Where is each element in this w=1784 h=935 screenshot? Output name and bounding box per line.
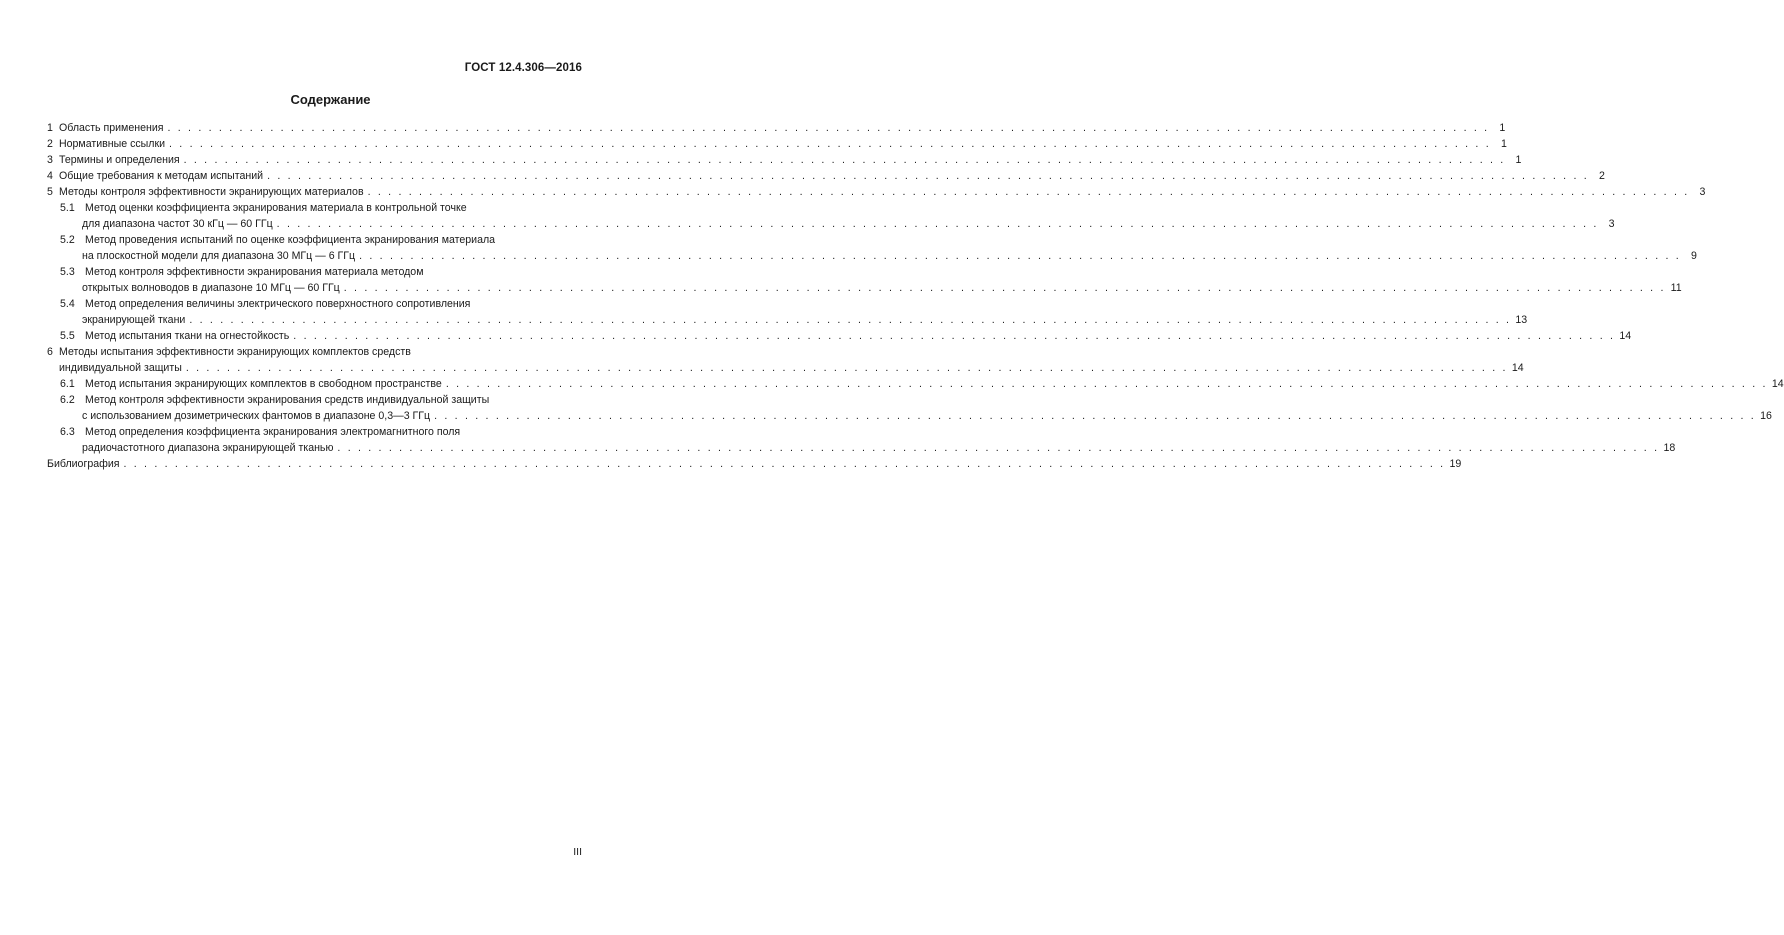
toc-entry-title: Общие требования к методам испытаний (59, 170, 264, 182)
toc-entry-title: Метод контроля эффективности экранирования материала методом (85, 266, 424, 278)
toc-entry-line (47, 184, 1706, 200)
toc-entry-line (60, 232, 582, 248)
toc-title: Содержание (290, 92, 371, 107)
toc-entry-line (47, 456, 1462, 472)
toc-entry-line (47, 120, 1506, 136)
toc-entry-line (60, 328, 1632, 344)
toc-entry-page: 3 (1608, 218, 1615, 230)
toc-entry-line (60, 248, 1697, 264)
toc-entry-page: 1 (1500, 138, 1507, 150)
toc-entry-title: Метод определения величины электрического поверхностного сопротивления (85, 298, 471, 310)
toc-entry-title: Метод оценки коэффициента экранирования материала в контрольной точке (85, 202, 467, 214)
toc-entry-line (47, 152, 1522, 168)
toc-entry-title: Библиография (47, 458, 120, 470)
toc-entry-line (60, 376, 1784, 392)
toc-entry[interactable] (47, 232, 1697, 264)
toc-entry-line (60, 424, 582, 440)
toc-leader-dots (184, 152, 1506, 168)
toc-entry-line (47, 136, 1507, 152)
toc-entry-line (60, 392, 582, 408)
toc-entry-number: 6.2 (60, 394, 75, 406)
toc-leader-dots (368, 184, 1690, 200)
toc-leader-dots (337, 440, 1659, 456)
toc-leader-dots (446, 376, 1768, 392)
toc-entry-title: Метод испытания ткани на огнестойкость (85, 330, 290, 342)
toc-leader-dots (277, 216, 1599, 232)
toc-entry-number: 6.3 (60, 426, 75, 438)
toc-entry-title: Область применения (59, 122, 164, 134)
page-number: III (573, 846, 582, 858)
toc-entry-page: 2 (1599, 170, 1605, 182)
toc-entry-title: экранирующей ткани (82, 314, 186, 326)
toc-entry-page: 9 (1691, 250, 1697, 262)
toc-entry-page: 18 (1663, 442, 1676, 454)
toc-entry[interactable] (47, 264, 1682, 296)
toc-entry-line (60, 296, 582, 312)
toc-entry-page: 13 (1515, 314, 1528, 326)
toc-entry-page: 14 (1619, 330, 1632, 342)
standard-code: ГОСТ 12.4.306—2016 (464, 62, 582, 74)
toc-entry[interactable] (47, 120, 1506, 136)
toc-entry-number: 1 (47, 122, 53, 134)
toc-entry-title: для диапазона частот 30 кГц — 60 ГГц (82, 218, 273, 230)
toc-entry[interactable] (47, 152, 1522, 168)
toc-entry-line (60, 440, 1676, 456)
toc-entry-page: 1 (1515, 154, 1522, 166)
toc-entry[interactable] (47, 328, 1632, 344)
toc-entry-line (60, 200, 582, 216)
toc-entry-title: открытых волноводов в диапазоне 10 МГц — 60 ГГц (82, 282, 340, 294)
toc-entry-page: 11 (1670, 282, 1682, 294)
toc-entry[interactable] (47, 136, 1507, 152)
toc-entry-title: Метод проведения испытаний по оценке коэффициента экранирования материала (85, 234, 496, 246)
toc-entry-number: 5.5 (60, 330, 75, 342)
toc-entry[interactable] (47, 168, 1605, 184)
toc-leader-dots (123, 456, 1445, 472)
toc-entry-title: Нормативные ссылки (59, 138, 166, 150)
toc-entry[interactable] (47, 184, 1706, 200)
toc-entry-line (47, 360, 1524, 376)
toc-entry-page: 1 (1499, 122, 1506, 134)
toc-entry-title: Метод испытания экранирующих комплектов в свободном пространстве (85, 378, 442, 390)
toc-leader-dots (169, 136, 1491, 152)
toc-entry-number: 6.1 (60, 378, 75, 390)
toc-entry-title: с использованием дозиметрических фантомов в диапазоне 0,3—3 ГГц (82, 410, 431, 422)
toc-entry-line (60, 264, 582, 280)
toc-entry-page: 14 (1511, 362, 1524, 374)
toc-leader-dots (344, 280, 1666, 296)
toc-entry-title: Термины и определения (59, 154, 180, 166)
toc-entry-number: 2 (47, 138, 53, 150)
table-of-contents (47, 120, 1784, 472)
toc-entry-number: 6 (47, 346, 53, 358)
toc-leader-dots (359, 248, 1681, 264)
toc-entry[interactable] (47, 296, 1528, 328)
toc-entry[interactable] (47, 200, 1615, 232)
toc-entry-title: радиочастотного диапазона экранирующей тканью (82, 442, 334, 454)
toc-entry[interactable] (47, 344, 1524, 376)
toc-entry-line (47, 344, 582, 360)
toc-leader-dots (267, 168, 1589, 184)
toc-entry-line (60, 216, 1615, 232)
toc-entry[interactable] (47, 376, 1784, 392)
toc-entry-number: 5.4 (60, 298, 75, 310)
toc-entry[interactable] (47, 456, 1462, 472)
toc-entry-number: 5.2 (60, 234, 75, 246)
toc-entry-title: Методы испытания эффективности экранирующих комплектов средств (59, 346, 411, 358)
toc-leader-dots (167, 120, 1489, 136)
toc-entry-number: 3 (47, 154, 53, 166)
toc-leader-dots (186, 360, 1508, 376)
toc-entry-title: Метод определения коэффициента экранирования электромагнитного поля (85, 426, 461, 438)
toc-entry-line (60, 408, 1772, 424)
toc-entry-page: 14 (1771, 378, 1784, 390)
toc-leader-dots (293, 328, 1615, 344)
toc-leader-dots (434, 408, 1756, 424)
toc-entry-number: 5.1 (60, 202, 75, 214)
toc-entry-line (60, 280, 1682, 296)
toc-entry-title: Метод контроля эффективности экранирования средств индивидуальной защиты (85, 394, 490, 406)
toc-entry-number: 5.3 (60, 266, 75, 278)
toc-entry-number: 5 (47, 186, 53, 198)
toc-entry-page: 16 (1760, 410, 1772, 422)
toc-entry[interactable] (47, 424, 1676, 456)
toc-entry-line (60, 312, 1528, 328)
toc-entry-title: индивидуальной защиты (59, 362, 182, 374)
toc-entry[interactable] (47, 392, 1772, 424)
toc-entry-number: 4 (47, 170, 53, 182)
toc-entry-page: 19 (1449, 458, 1462, 470)
toc-entry-page: 3 (1699, 186, 1706, 198)
toc-entry-line (47, 168, 1605, 184)
toc-entry-title: Методы контроля эффективности экранирующих материалов (59, 186, 364, 198)
toc-entry-title: на плоскостной модели для диапазона 30 МГц — 6 ГГц (82, 250, 356, 262)
toc-leader-dots (189, 312, 1511, 328)
